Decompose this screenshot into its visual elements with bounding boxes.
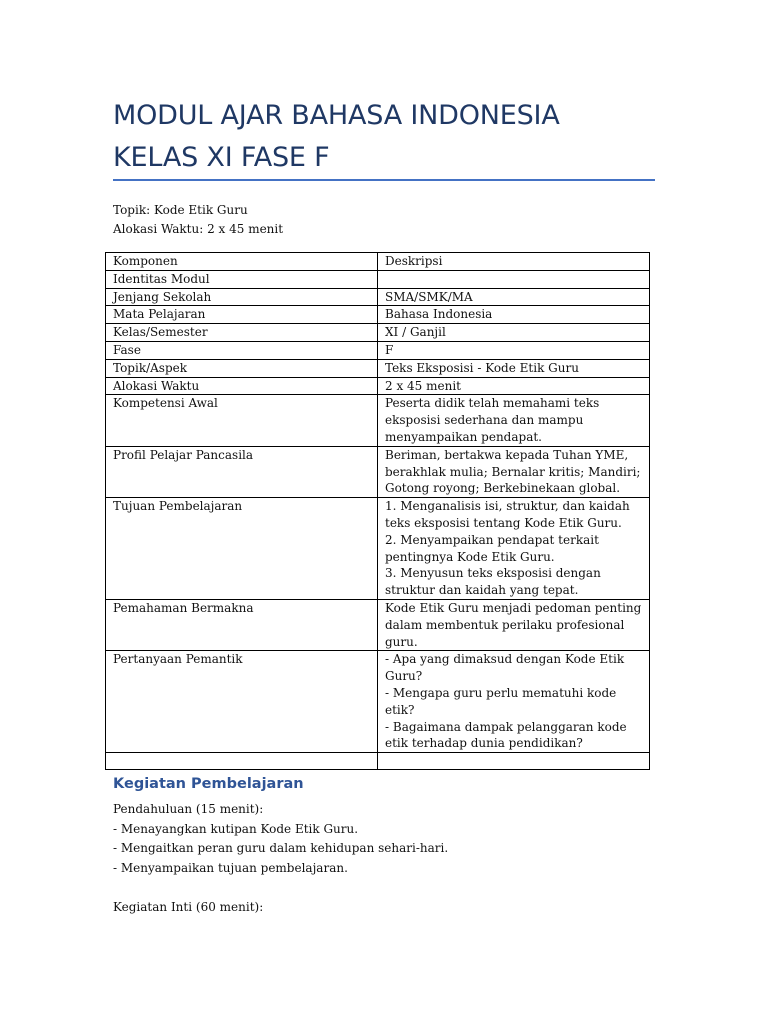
table-row xyxy=(106,377,650,395)
table-row xyxy=(106,599,650,650)
table-cell-komponen: Tujuan Pembelajaran xyxy=(106,498,378,600)
table-cell-deskripsi: Peserta didik telah memahami teks eksposisi sederhana dan mampu menyampaikan pendapat. xyxy=(378,395,650,446)
table-cell-deskripsi xyxy=(378,753,650,770)
table-cell-deskripsi: XI / Ganjil xyxy=(378,324,650,342)
table-cell-komponen: Alokasi Waktu xyxy=(106,377,378,395)
document-title xyxy=(113,95,673,179)
table-header-row xyxy=(106,253,650,271)
table-cell-komponen: Pertanyaan Pemantik xyxy=(106,651,378,753)
table-cell-deskripsi: F xyxy=(378,341,650,359)
pendahuluan-item: - Mengaitkan peran guru dalam kehidupan sehari-hari. xyxy=(113,841,449,855)
table-cell-komponen: Pemahaman Bermakna xyxy=(106,599,378,650)
table-cell-komponen: Kompetensi Awal xyxy=(106,395,378,446)
table-cell-deskripsi: - Apa yang dimaksud dengan Kode Etik Guru? - Mengapa guru perlu mematuhi kode etik? - Bagaimana dampak pelanggaran kode etik terhadap dunia pendidikan? xyxy=(378,651,650,753)
table-row xyxy=(106,324,650,342)
table-row xyxy=(106,341,650,359)
table-row xyxy=(106,651,650,753)
table-cell-deskripsi: Bahasa Indonesia xyxy=(378,306,650,324)
table-header-komponen: Komponen xyxy=(106,253,378,271)
meta-alokasi-waktu: Alokasi Waktu: 2 x 45 menit xyxy=(113,222,284,236)
title-underline xyxy=(113,179,655,181)
table-cell-komponen: Identitas Modul xyxy=(106,270,378,288)
table-row xyxy=(106,359,650,377)
table-cell-deskripsi: 2 x 45 menit xyxy=(378,377,650,395)
table-cell-komponen: Fase xyxy=(106,341,378,359)
meta-topik: Topik: Kode Etik Guru xyxy=(113,203,248,217)
table-cell-deskripsi: SMA/SMK/MA xyxy=(378,288,650,306)
table-row xyxy=(106,498,650,600)
table-cell-deskripsi: Kode Etik Guru menjadi pedoman penting dalam membentuk perilaku profesional guru. xyxy=(378,599,650,650)
table-cell-deskripsi xyxy=(378,270,650,288)
pendahuluan-item: - Menyampaikan tujuan pembelajaran. xyxy=(113,860,348,875)
kegiatan-body xyxy=(113,800,448,917)
table-header-deskripsi: Deskripsi xyxy=(378,253,650,271)
table-row xyxy=(106,306,650,324)
paragraph-gap xyxy=(113,878,448,898)
table-cell-komponen: Topik/Aspek xyxy=(106,359,378,377)
table-cell-deskripsi: Beriman, bertakwa kepada Tuhan YME, berakhlak mulia; Bernalar kritis; Mandiri; Gotong royong; Berkebinekaan global. xyxy=(378,446,650,497)
title-line-1: MODUL AJAR BAHASA INDONESIA xyxy=(113,100,560,131)
kegiatan-heading: Kegiatan Pembelajaran xyxy=(113,776,304,792)
table-cell-komponen: Jenjang Sekolah xyxy=(106,288,378,306)
table-cell-deskripsi: 1. Menganalisis isi, struktur, dan kaidah teks eksposisi tentang Kode Etik Guru. 2. Menyampaikan pendapat terkait pentingnya Kode Etik Guru. 3. Menyusun teks eksposisi dengan struktur dan kaidah yang tepat. xyxy=(378,498,650,600)
table-cell-komponen: Kelas/Semester xyxy=(106,324,378,342)
table-cell-deskripsi: Teks Eksposisi - Kode Etik Guru xyxy=(378,359,650,377)
table-row-empty xyxy=(106,753,650,770)
table-cell-komponen xyxy=(106,753,378,770)
pendahuluan-item: - Menayangkan kutipan Kode Etik Guru. xyxy=(113,821,359,836)
title-line-2: KELAS XI FASE F xyxy=(113,142,330,173)
table-row xyxy=(106,288,650,306)
table-cell-komponen: Mata Pelajaran xyxy=(106,306,378,324)
table-row xyxy=(106,270,650,288)
table-cell-komponen: Profil Pelajar Pancasila xyxy=(106,446,378,497)
table-row xyxy=(106,395,650,446)
module-identity-table xyxy=(105,252,650,770)
pendahuluan-title: Pendahuluan (15 menit): xyxy=(113,802,264,816)
table-row xyxy=(106,446,650,497)
kegiatan-inti-title: Kegiatan Inti (60 menit): xyxy=(113,899,264,914)
module-meta xyxy=(113,201,283,239)
